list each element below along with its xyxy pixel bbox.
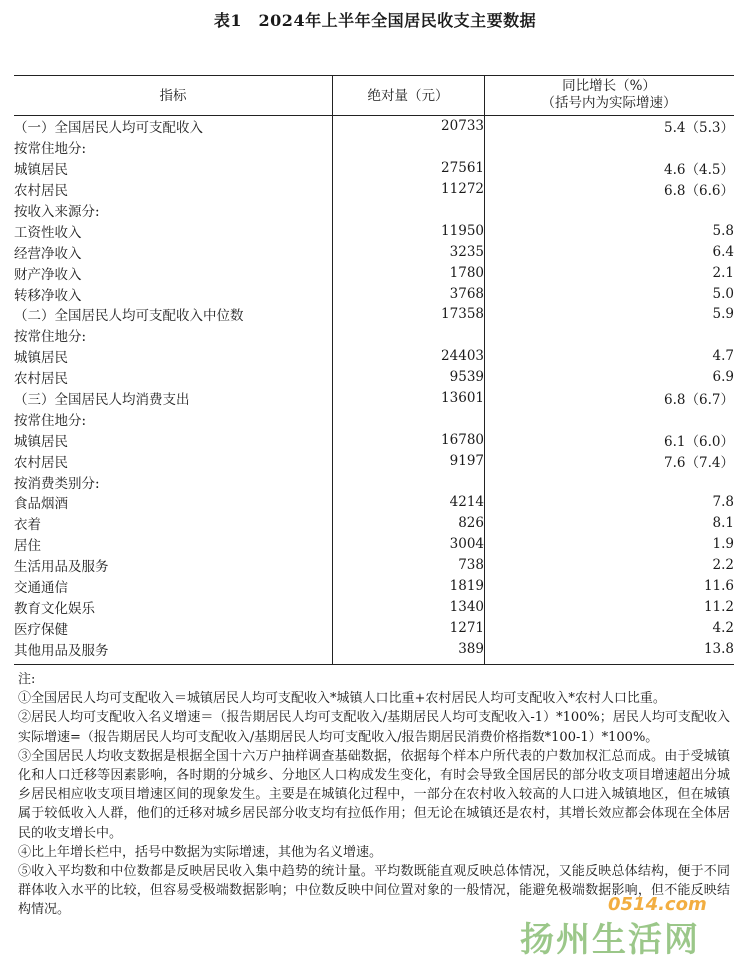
header-growth-line2: （括号内为实际增速） (541, 95, 677, 111)
row-growth-value: 8.1 (712, 515, 734, 532)
table-row (14, 241, 734, 262)
row-label: 衣着 (14, 517, 41, 534)
row-growth-value: 1.9 (712, 536, 734, 553)
table-row (14, 158, 734, 179)
row-growth-value: 4.2 (712, 619, 734, 636)
row-absolute-value (332, 471, 484, 492)
row-growth-value (484, 200, 734, 221)
row-label: 农村居民 (14, 183, 68, 200)
row-growth-value: 11.6 (703, 578, 734, 595)
row-growth-value (484, 325, 734, 346)
row-growth-value: 5.8 (712, 222, 734, 239)
row-growth-value: 6.9 (712, 369, 734, 386)
table-row (14, 555, 734, 576)
table-row (14, 116, 734, 137)
row-absolute-value (332, 137, 484, 158)
watermark-logo: 扬州生活网 (520, 920, 700, 960)
row-absolute-value: 11272 (441, 181, 484, 198)
row-label: 食品烟酒 (14, 496, 68, 513)
note-2: ②居民人均可支配收入名义增速＝（报告期居民人均可支配收入/基期居民人均可支配收入-1）*100%；居民人均可支配收入实际增速=（报告期居民人均可支配收入/基期居民人均可支配收入/报告期居民消费价格指数*100-1）*100%。 (18, 710, 730, 745)
row-growth-value: 11.2 (703, 598, 734, 615)
row-absolute-value (332, 200, 484, 221)
header-absolute: 绝对量（元） (367, 88, 449, 104)
row-growth-value: 7.6（7.4） (664, 454, 734, 471)
row-label: 教育文化娱乐 (14, 600, 95, 617)
row-label: 按常住地分: (14, 329, 87, 346)
table-row (14, 200, 734, 221)
row-growth-value: 5.4（5.3） (664, 120, 734, 137)
row-absolute-value: 16780 (441, 431, 484, 448)
row-absolute-value: 3004 (449, 536, 484, 553)
row-absolute-value: 389 (458, 640, 484, 657)
row-label: 城镇居民 (14, 350, 68, 367)
row-label: 居住 (14, 538, 41, 555)
table-row (14, 220, 734, 241)
table-row (14, 179, 734, 200)
row-absolute-value (332, 325, 484, 346)
row-absolute-value: 24403 (441, 348, 484, 365)
row-absolute-value: 3768 (449, 285, 484, 302)
note-4: ④比上年增长栏中，括号中数据为实际增速，其他为名义增速。 (18, 844, 383, 860)
row-growth-value: 5.0 (712, 285, 734, 302)
row-absolute-value: 826 (458, 515, 484, 532)
row-label: （一）全国居民人均可支配收入 (14, 120, 203, 137)
row-label: 城镇居民 (14, 162, 68, 179)
row-absolute-value: 738 (458, 557, 484, 574)
table-row (14, 346, 734, 367)
row-label: 按消费类别分: (14, 475, 100, 492)
header-growth-line1: 同比增长（%） (562, 78, 656, 94)
row-absolute-value: 1819 (449, 578, 484, 595)
row-growth-value: 13.8 (703, 640, 734, 657)
row-label: 交通通信 (14, 580, 68, 597)
row-absolute-value: 9197 (449, 452, 484, 469)
table-row (14, 304, 734, 325)
table-row (14, 325, 734, 346)
row-absolute-value: 9539 (449, 369, 484, 386)
note-3: ③全国居民人均收支数据是根据全国十六万户抽样调查基础数据，依据每个样本户所代表的户数加权汇总而成。由于受城镇化和人口迁移等因素影响，各时期的分城乡、分地区人口构成发生变化，有时会导致全国居民的部分收支项目增速超出分城乡居民相应收支项目增速区间的现象发生。主要是在城镇化过程中，一部分在农村收入较高的人口进入城镇地区，但在城镇属于较低收入人群，他们的迁移对城乡居民部分收支均有拉低作用；但无论在城镇还是农村，其增长效应都会体现在全体居民的收支增长中。 (18, 748, 730, 841)
table-row (14, 408, 734, 429)
table-title: 表1 2024年上半年全国居民收支主要数据 (213, 11, 537, 30)
row-absolute-value: 20733 (441, 118, 484, 135)
table-row (14, 596, 734, 617)
table-row (14, 492, 734, 513)
row-absolute-value: 1340 (449, 598, 484, 615)
row-label: （三）全国居民人均消费支出 (14, 392, 190, 409)
header-indicator: 指标 (159, 88, 187, 104)
row-growth-value: 4.7 (712, 348, 734, 365)
row-absolute-value: 3235 (449, 243, 484, 260)
header-growth (484, 78, 734, 112)
row-label: 经营净收入 (14, 245, 82, 262)
table-row (14, 262, 734, 283)
row-growth-value: 6.8（6.7） (664, 392, 734, 409)
row-absolute-value: 4214 (449, 494, 484, 511)
row-label: 农村居民 (14, 454, 68, 471)
row-label: 生活用品及服务 (14, 559, 109, 576)
row-label: （二）全国居民人均可支配收入中位数 (14, 308, 244, 325)
notes-section (18, 670, 730, 920)
note-5: ⑤收入平均数和中位数都是反映居民收入集中趋势的统计量。平均数既能直观反映总体情况，又能反映总体结构，便于不同群体收入水平的比较，但容易受极端数据影响；中位数反映中间位置对象的一般情况，能避免极端数据影响，但不能反映结构情况。 (18, 864, 730, 918)
row-growth-value: 2.2 (712, 557, 734, 574)
row-growth-value: 6.8（6.6） (664, 183, 734, 200)
table-row (14, 450, 734, 471)
table-row (14, 513, 734, 534)
row-growth-value: 4.6（4.5） (664, 162, 734, 179)
table-row (14, 367, 734, 388)
row-label: 按常住地分: (14, 141, 87, 158)
row-label: 按收入来源分: (14, 204, 100, 220)
row-growth-value (484, 137, 734, 158)
row-growth-value: 6.4 (712, 243, 734, 260)
table-row (14, 576, 734, 597)
table-row (14, 429, 734, 450)
table-row (14, 617, 734, 638)
table-row (14, 388, 734, 409)
row-label: 财产净收入 (14, 266, 82, 283)
row-label: 工资性收入 (14, 224, 82, 241)
row-absolute-value: 1271 (449, 619, 484, 636)
row-label: 城镇居民 (14, 433, 68, 450)
row-label: 医疗保健 (14, 621, 68, 638)
table-bottom-rule (14, 664, 734, 665)
table-row (14, 534, 734, 555)
row-label: 农村居民 (14, 371, 68, 388)
row-growth-value (484, 408, 734, 429)
row-growth-value: 5.9 (712, 306, 734, 323)
watermark-site: 0514.com (608, 894, 707, 915)
row-growth-value (484, 471, 734, 492)
row-label: 按常住地分: (14, 412, 87, 429)
notes-heading: 注: (18, 672, 36, 687)
data-table (14, 116, 734, 659)
note-1: ①全国居民人均可支配收入＝城镇居民人均可支配收入*城镇人口比重+农村居民人均可支配收入*农村人口比重。 (18, 691, 666, 707)
row-absolute-value: 27561 (441, 160, 484, 177)
row-growth-value: 7.8 (712, 494, 734, 511)
table-row (14, 137, 734, 158)
row-absolute-value: 11950 (441, 222, 484, 239)
row-absolute-value: 17358 (441, 306, 484, 323)
table-row (14, 638, 734, 659)
table-top-rule (14, 75, 734, 76)
row-label: 转移净收入 (14, 287, 82, 304)
row-label: 其他用品及服务 (14, 642, 109, 659)
row-absolute-value: 13601 (441, 390, 484, 407)
row-absolute-value: 1780 (449, 264, 484, 281)
row-growth-value: 6.1（6.0） (664, 433, 734, 450)
table-row (14, 471, 734, 492)
table-row (14, 283, 734, 304)
row-absolute-value (332, 408, 484, 429)
row-growth-value: 2.1 (712, 264, 734, 281)
